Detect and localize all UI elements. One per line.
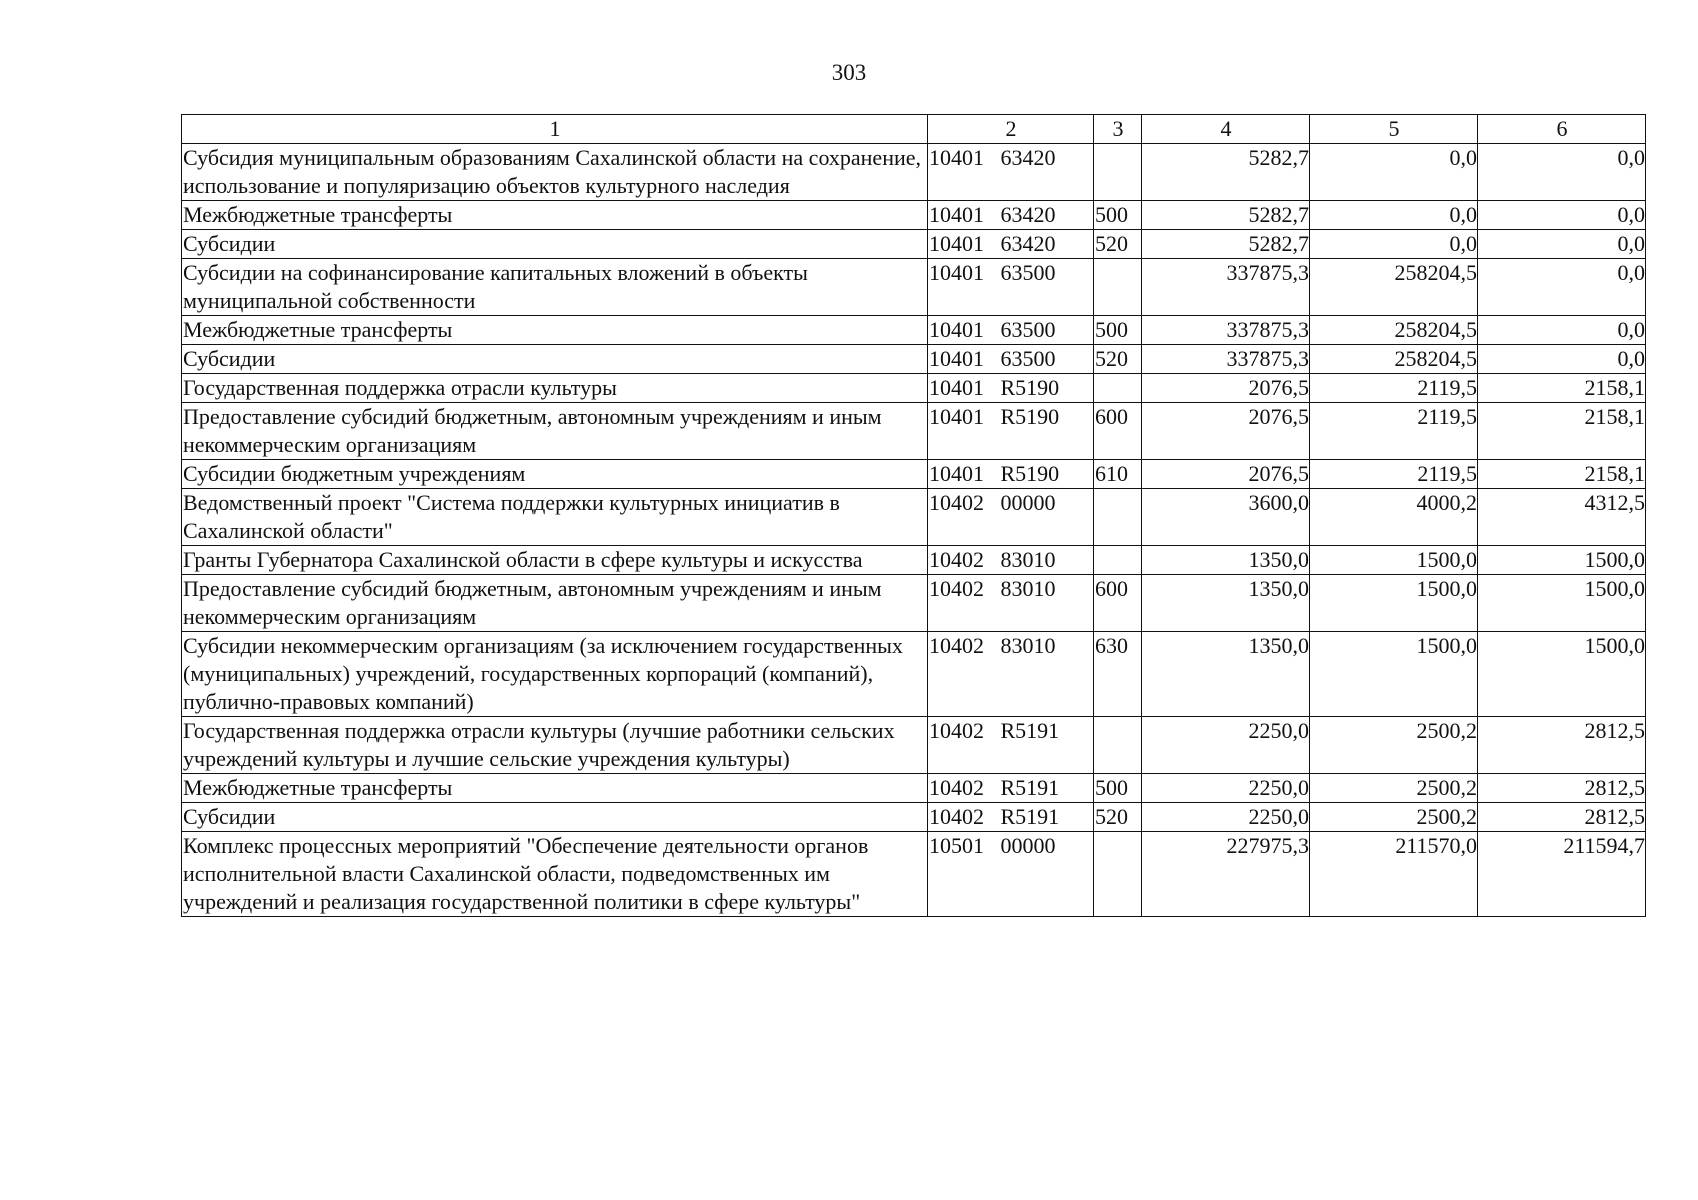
row-value-6: 1500,0 bbox=[1478, 575, 1646, 632]
row-value-5: 0,0 bbox=[1310, 230, 1478, 259]
column-header: 6 bbox=[1478, 115, 1646, 144]
row-expense-type: 600 bbox=[1094, 575, 1142, 632]
column-header: 5 bbox=[1310, 115, 1478, 144]
table-row bbox=[182, 546, 1646, 575]
row-code: 10402 R5191 bbox=[928, 774, 1094, 803]
row-code: 10401 R5190 bbox=[928, 403, 1094, 460]
row-code: 10401 63420 bbox=[928, 144, 1094, 201]
row-code: 10402 R5191 bbox=[928, 717, 1094, 774]
row-value-4: 1350,0 bbox=[1142, 575, 1310, 632]
page-number: 303 bbox=[831, 60, 867, 85]
row-name: Предоставление субсидий бюджетным, автономным учреждениям и иным некоммерческим организациям bbox=[182, 403, 928, 460]
row-value-6: 0,0 bbox=[1478, 259, 1646, 316]
row-name: Субсидия муниципальным образованиям Сахалинской области на сохранение, использование и популяризацию объектов культурного наследия bbox=[182, 144, 928, 201]
column-header: 1 bbox=[182, 115, 928, 144]
row-value-6: 2812,5 bbox=[1478, 774, 1646, 803]
table-row bbox=[182, 575, 1646, 632]
row-code: 10401 63500 bbox=[928, 259, 1094, 316]
column-header: 4 bbox=[1142, 115, 1310, 144]
row-value-5: 2119,5 bbox=[1310, 374, 1478, 403]
table-row bbox=[182, 774, 1646, 803]
row-name: Государственная поддержка отрасли культуры (лучшие работники сельских учреждений культуры и лучшие сельские учреждения культуры) bbox=[182, 717, 928, 774]
table-row bbox=[182, 489, 1646, 546]
row-expense-type: 500 bbox=[1094, 201, 1142, 230]
row-value-5: 2500,2 bbox=[1310, 774, 1478, 803]
table-row bbox=[182, 374, 1646, 403]
row-expense-type: 630 bbox=[1094, 632, 1142, 717]
row-code: 10402 00000 bbox=[928, 489, 1094, 546]
row-name: Государственная поддержка отрасли культуры bbox=[182, 374, 928, 403]
row-name: Субсидии некоммерческим организациям (за исключением государственных (муниципальных) учреждений, государственных корпораций (компаний), публично-правовых компаний) bbox=[182, 632, 928, 717]
row-value-4: 2250,0 bbox=[1142, 717, 1310, 774]
row-code: 10501 00000 bbox=[928, 832, 1094, 917]
row-value-6: 1500,0 bbox=[1478, 546, 1646, 575]
table-row bbox=[182, 803, 1646, 832]
table-row bbox=[182, 259, 1646, 316]
table-row bbox=[182, 460, 1646, 489]
row-expense-type bbox=[1094, 259, 1142, 316]
row-name: Субсидии на софинансирование капитальных вложений в объекты муниципальной собственности bbox=[182, 259, 928, 316]
row-name: Предоставление субсидий бюджетным, автономным учреждениям и иным некоммерческим организациям bbox=[182, 575, 928, 632]
row-name: Ведомственный проект "Система поддержки культурных инициатив в Сахалинской области" bbox=[182, 489, 928, 546]
row-value-4: 5282,7 bbox=[1142, 201, 1310, 230]
row-value-6: 0,0 bbox=[1478, 230, 1646, 259]
row-value-4: 2076,5 bbox=[1142, 374, 1310, 403]
row-code: 10401 63420 bbox=[928, 201, 1094, 230]
row-expense-type: 600 bbox=[1094, 403, 1142, 460]
row-expense-type: 500 bbox=[1094, 316, 1142, 345]
row-value-4: 2250,0 bbox=[1142, 803, 1310, 832]
row-name: Субсидии bbox=[182, 345, 928, 374]
row-code: 10401 R5190 bbox=[928, 460, 1094, 489]
row-name: Гранты Губернатора Сахалинской области в сфере культуры и искусства bbox=[182, 546, 928, 575]
row-value-5: 258204,5 bbox=[1310, 345, 1478, 374]
row-value-4: 337875,3 bbox=[1142, 259, 1310, 316]
row-value-6: 0,0 bbox=[1478, 316, 1646, 345]
row-expense-type: 520 bbox=[1094, 230, 1142, 259]
row-value-6: 1500,0 bbox=[1478, 632, 1646, 717]
row-value-6: 2812,5 bbox=[1478, 803, 1646, 832]
table-row bbox=[182, 345, 1646, 374]
row-value-4: 3600,0 bbox=[1142, 489, 1310, 546]
row-name: Субсидии bbox=[182, 803, 928, 832]
row-name: Субсидии bbox=[182, 230, 928, 259]
row-code: 10402 83010 bbox=[928, 575, 1094, 632]
row-value-6: 0,0 bbox=[1478, 144, 1646, 201]
row-name: Межбюджетные трансферты bbox=[182, 774, 928, 803]
row-value-4: 5282,7 bbox=[1142, 144, 1310, 201]
table-row bbox=[182, 717, 1646, 774]
row-value-4: 2250,0 bbox=[1142, 774, 1310, 803]
row-value-4: 227975,3 bbox=[1142, 832, 1310, 917]
row-value-5: 2119,5 bbox=[1310, 403, 1478, 460]
row-code: 10402 83010 bbox=[928, 546, 1094, 575]
row-value-5: 2119,5 bbox=[1310, 460, 1478, 489]
row-code: 10401 63500 bbox=[928, 345, 1094, 374]
row-expense-type bbox=[1094, 546, 1142, 575]
row-code: 10401 R5190 bbox=[928, 374, 1094, 403]
row-expense-type bbox=[1094, 144, 1142, 201]
row-name: Межбюджетные трансферты bbox=[182, 201, 928, 230]
table-row bbox=[182, 832, 1646, 917]
row-code: 10402 R5191 bbox=[928, 803, 1094, 832]
row-value-6: 2158,1 bbox=[1478, 374, 1646, 403]
column-header: 3 bbox=[1094, 115, 1142, 144]
row-expense-type: 520 bbox=[1094, 345, 1142, 374]
row-value-4: 1350,0 bbox=[1142, 546, 1310, 575]
table-row bbox=[182, 632, 1646, 717]
row-expense-type bbox=[1094, 717, 1142, 774]
row-value-4: 337875,3 bbox=[1142, 316, 1310, 345]
row-expense-type: 520 bbox=[1094, 803, 1142, 832]
row-value-5: 258204,5 bbox=[1310, 316, 1478, 345]
table-row bbox=[182, 403, 1646, 460]
row-value-4: 2076,5 bbox=[1142, 403, 1310, 460]
table-row bbox=[182, 230, 1646, 259]
row-value-6: 2812,5 bbox=[1478, 717, 1646, 774]
row-expense-type: 610 bbox=[1094, 460, 1142, 489]
row-code: 10401 63500 bbox=[928, 316, 1094, 345]
row-code: 10402 83010 bbox=[928, 632, 1094, 717]
row-value-5: 258204,5 bbox=[1310, 259, 1478, 316]
row-expense-type: 500 bbox=[1094, 774, 1142, 803]
row-value-5: 211570,0 bbox=[1310, 832, 1478, 917]
row-value-5: 4000,2 bbox=[1310, 489, 1478, 546]
row-value-4: 337875,3 bbox=[1142, 345, 1310, 374]
row-value-4: 2076,5 bbox=[1142, 460, 1310, 489]
row-code: 10401 63420 bbox=[928, 230, 1094, 259]
table-row bbox=[182, 316, 1646, 345]
row-expense-type bbox=[1094, 374, 1142, 403]
row-value-5: 0,0 bbox=[1310, 201, 1478, 230]
row-value-5: 1500,0 bbox=[1310, 575, 1478, 632]
row-expense-type bbox=[1094, 489, 1142, 546]
row-value-5: 2500,2 bbox=[1310, 717, 1478, 774]
row-value-4: 1350,0 bbox=[1142, 632, 1310, 717]
row-value-6: 0,0 bbox=[1478, 345, 1646, 374]
row-name: Межбюджетные трансферты bbox=[182, 316, 928, 345]
row-expense-type bbox=[1094, 832, 1142, 917]
row-value-4: 5282,7 bbox=[1142, 230, 1310, 259]
table-row bbox=[182, 201, 1646, 230]
header-row bbox=[182, 115, 1646, 144]
row-name: Субсидии бюджетным учреждениям bbox=[182, 460, 928, 489]
budget-table bbox=[181, 114, 1646, 917]
row-value-5: 1500,0 bbox=[1310, 546, 1478, 575]
column-header: 2 bbox=[928, 115, 1094, 144]
row-value-5: 1500,0 bbox=[1310, 632, 1478, 717]
row-value-6: 211594,7 bbox=[1478, 832, 1646, 917]
row-value-5: 2500,2 bbox=[1310, 803, 1478, 832]
row-name: Комплекс процессных мероприятий "Обеспечение деятельности органов исполнительной власти Сахалинской области, подведомственных им учреждений и реализация государственной политики в сфере культуры" bbox=[182, 832, 928, 917]
row-value-6: 0,0 bbox=[1478, 201, 1646, 230]
row-value-6: 2158,1 bbox=[1478, 403, 1646, 460]
row-value-6: 2158,1 bbox=[1478, 460, 1646, 489]
table-row bbox=[182, 144, 1646, 201]
row-value-5: 0,0 bbox=[1310, 144, 1478, 201]
row-value-6: 4312,5 bbox=[1478, 489, 1646, 546]
